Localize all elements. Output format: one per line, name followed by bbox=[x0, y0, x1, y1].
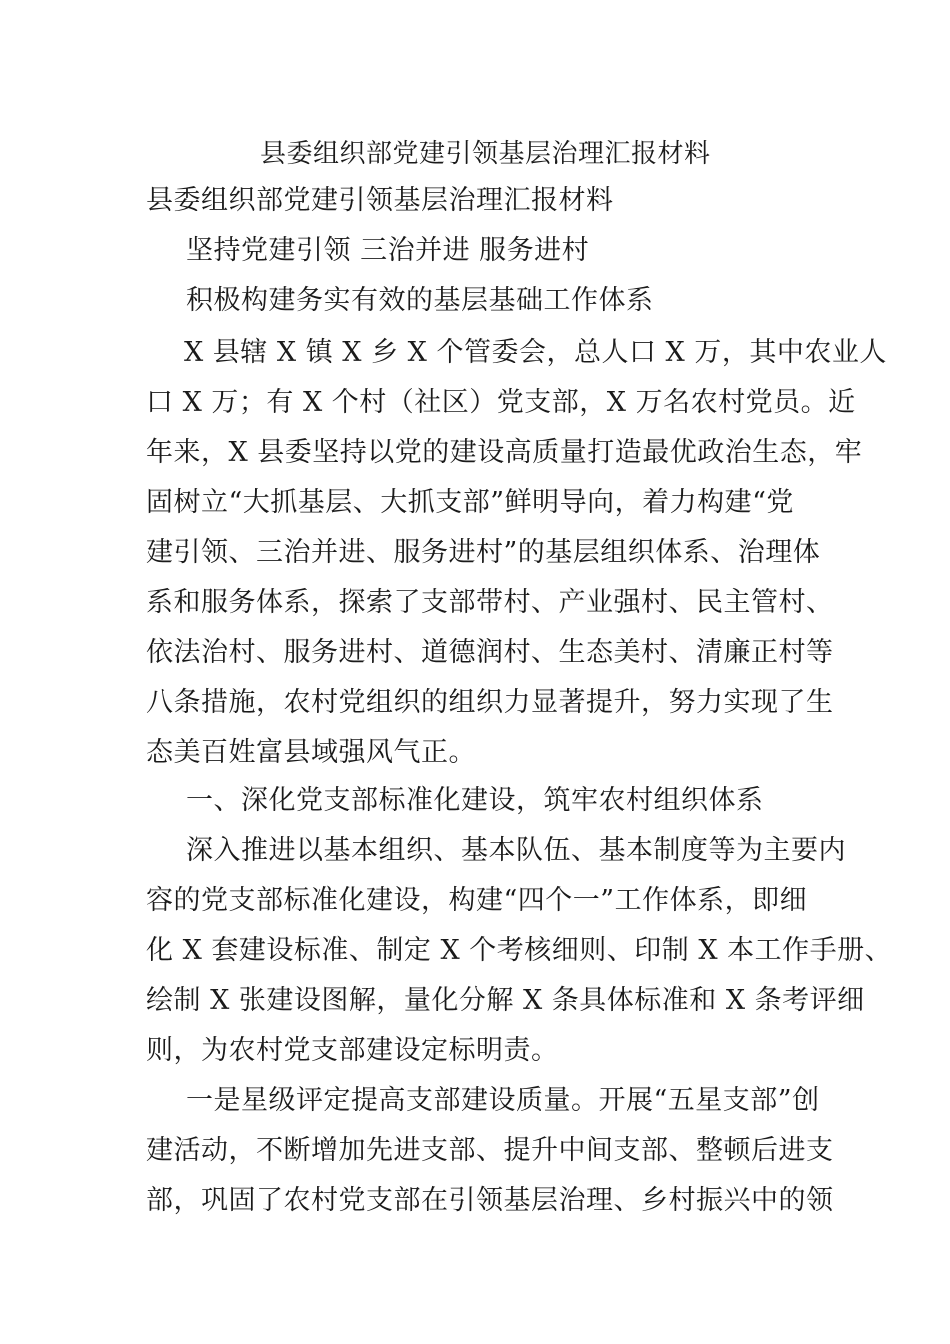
section-heading: 积极构建务实有效的基层基础工作体系 bbox=[186, 285, 654, 316]
paragraph-line: 则，为农村党支部建设定标明责。 bbox=[146, 1035, 559, 1066]
paragraph-line: 化 X 套建设标准、制定 X 个考核细则、印制 X 本工作手册、 bbox=[146, 935, 893, 966]
paragraph-line: 口 X 万；有 X 个村（社区）党支部，X 万名农村党员。近 bbox=[146, 387, 856, 418]
section-heading: 一、深化党支部标准化建设，筑牢农村组织体系 bbox=[186, 785, 764, 816]
paragraph-line: 固树立“大抓基层、大抓支部”鲜明导向，着力构建“党 bbox=[146, 487, 794, 518]
document-title: 县委组织部党建引领基层治理汇报材料 bbox=[260, 139, 711, 169]
paragraph-line: 年来，X 县委坚持以党的建设高质量打造最优政治生态，牢 bbox=[146, 437, 863, 468]
paragraph-line: 系和服务体系，探索了支部带村、产业强村、民主管村、 bbox=[146, 587, 834, 618]
paragraph-line: 建活动，不断增加先进支部、提升中间支部、整顿后进支 bbox=[146, 1135, 834, 1166]
paragraph-line: 深入推进以基本组织、基本队伍、基本制度等为主要内 bbox=[186, 835, 846, 866]
section-heading: 坚持党建引领 三治并进 服务进村 bbox=[186, 235, 590, 266]
paragraph-line: 态美百姓富县域强风气正。 bbox=[146, 737, 476, 768]
paragraph-line: 绘制 X 张建设图解，量化分解 X 条具体标准和 X 条考评细 bbox=[146, 985, 865, 1016]
paragraph-line: X 县辖 X 镇 X 乡 X 个管委会，总人口 X 万，其中农业人 bbox=[184, 337, 887, 368]
paragraph-line: 建引领、三治并进、服务进村”的基层组织体系、治理体 bbox=[146, 537, 821, 568]
paragraph-line: 一是星级评定提高支部建设质量。开展“五星支部”创 bbox=[186, 1085, 820, 1116]
paragraph-line: 部，巩固了农村党支部在引领基层治理、乡村振兴中的领 bbox=[146, 1185, 834, 1216]
paragraph-line: 容的党支部标准化建设，构建“四个一”工作体系，即细 bbox=[146, 885, 808, 916]
paragraph-line: 八条措施，农村党组织的组织力显著提升，努力实现了生 bbox=[146, 687, 834, 718]
document-subtitle: 县委组织部党建引领基层治理汇报材料 bbox=[146, 185, 614, 216]
paragraph-line: 依法治村、服务进村、道德润村、生态美村、清廉正村等 bbox=[146, 637, 834, 668]
